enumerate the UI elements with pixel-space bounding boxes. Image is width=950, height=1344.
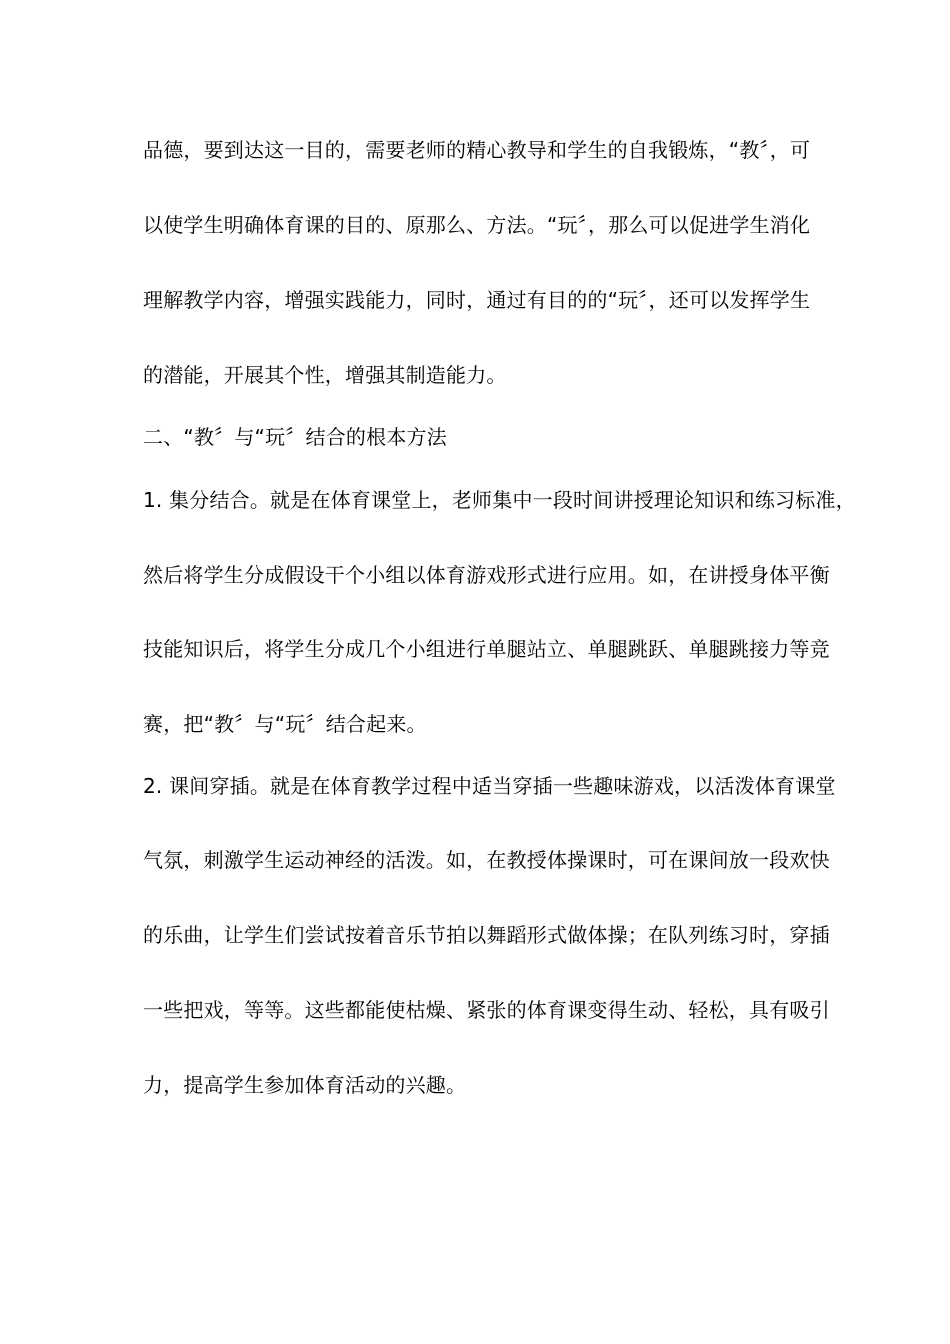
paragraph-line: 理解教学内容，增强实践能力，同时，通过有目的的“玩〞，还可以发挥学生 bbox=[143, 288, 811, 312]
paragraph-line: 气氛，刺激学生运动神经的活泼。如，在教授体操课时，可在课间放一段欢快 bbox=[143, 848, 830, 872]
paragraph-line: 然后将学生分成假设干个小组以体育游戏形式进行应用。如，在讲授身体平衡 bbox=[143, 563, 830, 587]
paragraph-line: 以使学生明确体育课的目的、原那么、方法。“玩〞，那么可以促进学生消化 bbox=[143, 213, 811, 237]
paragraph-line: 的乐曲，让学生们尝试按着音乐节拍以舞蹈形式做体操；在队列练习时，穿插 bbox=[143, 923, 830, 947]
list-item-line: 2. 课间穿插。就是在体育教学过程中适当穿插一些趣味游戏，以活泼体育课堂 bbox=[143, 774, 836, 798]
paragraph-line: 力，提高学生参加体育活动的兴趣。 bbox=[143, 1073, 467, 1097]
list-item-line: 1. 集分结合。就是在体育课堂上，老师集中一段时间讲授理论知识和练习标准， bbox=[143, 488, 856, 512]
section-heading: 二、“教〞与“玩〞结合的根本方法 bbox=[143, 425, 447, 449]
paragraph-line: 技能知识后，将学生分成几个小组进行单腿站立、单腿跳跃、单腿跳接力等竞 bbox=[143, 637, 830, 661]
paragraph-line: 一些把戏，等等。这些都能使枯燥、紧张的体育课变得生动、轻松，具有吸引 bbox=[143, 998, 830, 1022]
paragraph-line: 品德，要到达这一目的，需要老师的精心教导和学生的自我锻炼，“教〞，可 bbox=[143, 138, 811, 162]
paragraph-line: 赛，把“教〞与“玩〞结合起来。 bbox=[143, 712, 427, 736]
paragraph-line: 的潜能，开展其个性，增强其制造能力。 bbox=[143, 363, 507, 387]
